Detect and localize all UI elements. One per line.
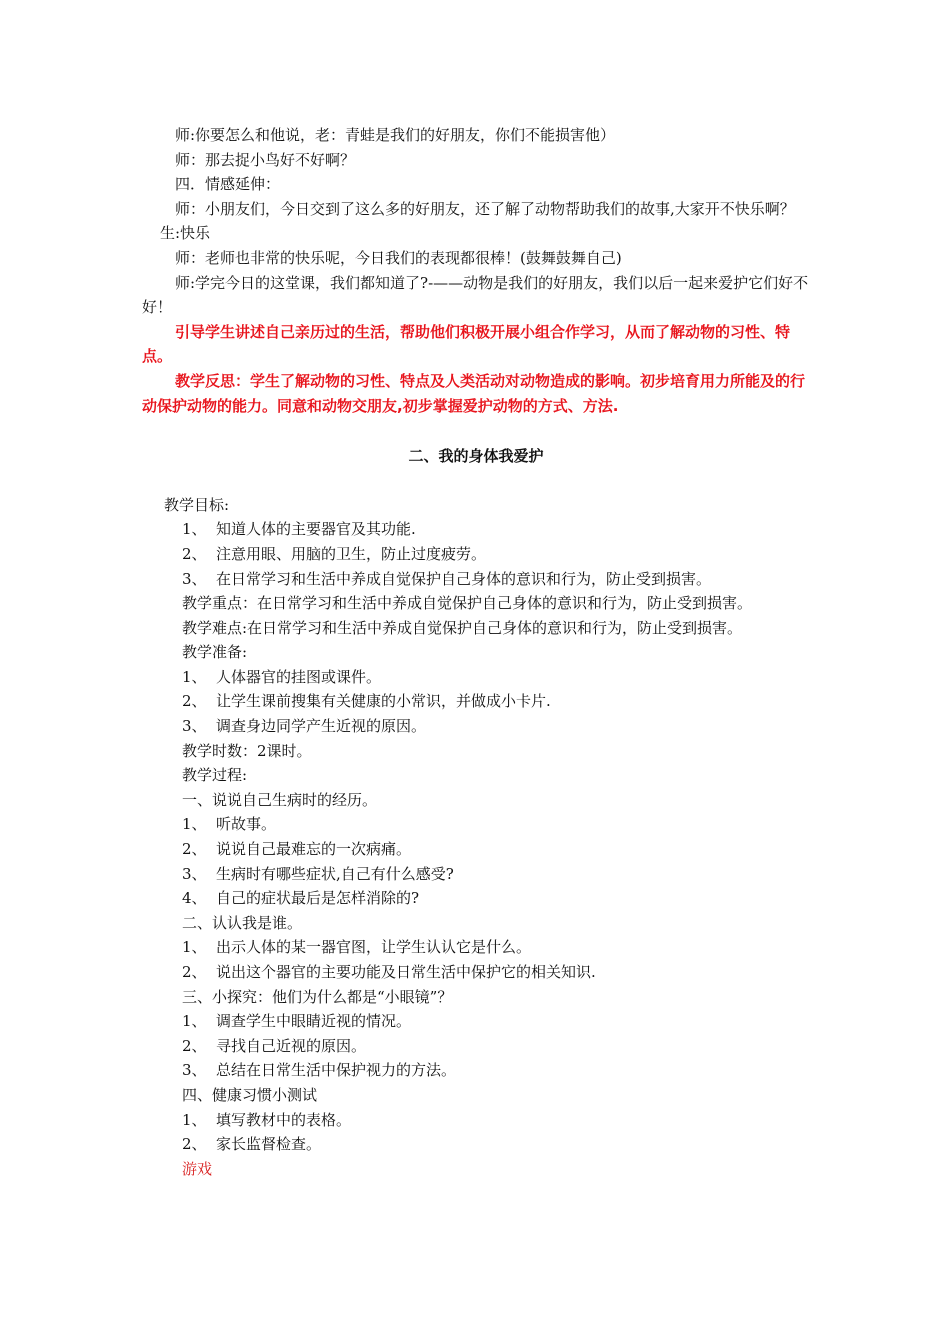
step-title: 四、健康习惯小测试 (182, 1085, 318, 1104)
list-item: 3、 调查身边同学产生近视的原因。 (182, 717, 427, 736)
list-item: 4、 自己的症状最后是怎样消除的? (182, 889, 420, 908)
teaching-hours: 教学时数：2课时。 (182, 741, 312, 760)
red-note: 引导学生讲述自己亲历过的生活，帮助他们积极开展小组合作学习，从而了解动物的习性、特点。 (142, 322, 791, 366)
list-item: 2、 让学生课前搜集有关健康的小常识，并做成小卡片. (182, 692, 551, 711)
game-label: 游戏 (182, 1159, 213, 1178)
list-item: 1、 出示人体的某一器官图，让学生认认它是什么。 (182, 938, 532, 957)
list-item: 2、 注意用眼、用脑的卫生，防止过度疲劳。 (182, 544, 487, 563)
paragraph: 四．情感延伸： (175, 175, 281, 194)
list-item: 2、 寻找自己近视的原因。 (182, 1036, 367, 1055)
key-point: 教学重点：在日常学习和生活中养成自觉保护自己身体的意识和行为，防止受到损害。 (182, 594, 753, 613)
list-item: 1、 人体器官的挂图或课件。 (182, 667, 382, 686)
list-item: 2、 说出这个器官的主要功能及日常生活中保护它的相关知识. (182, 963, 596, 981)
list-item: 2、 说说自己最难忘的一次病痛。 (182, 840, 412, 859)
prep-list (142, 665, 810, 739)
paragraph: 师:学完今日的这堂课，我们都知道了?-——动物是我们的好朋友，我们以后一起来爱护它们好不好！ (142, 273, 809, 317)
list-item: 1、 知道人体的主要器官及其功能. (182, 520, 416, 539)
list-item: 3、 生病时有哪些症状,自己有什么感受? (182, 864, 454, 883)
step-title: 二、认认我是谁。 (182, 913, 303, 932)
list-item: 2、 家长监督检查。 (182, 1135, 322, 1154)
paragraph: 生:快乐 (160, 224, 211, 243)
paragraph: 师：老师也非常的快乐呢，今日我们的表现都很棒！(鼓舞鼓舞自己) (175, 248, 622, 267)
list-item: 3、 总结在日常生活中保护视力的方法。 (182, 1061, 457, 1080)
prep-label: 教学准备: (182, 643, 248, 662)
process-label: 教学过程: (182, 766, 248, 785)
paragraph: 师:你要怎么和他说，老：青蛙是我们的好朋友，你们不能损害他） (175, 126, 616, 144)
teaching-reflection: 教学反思：学生了解动物的习性、特点及人类活动对动物造成的影响。初步培育用力所能及的行动保护动物的能力。同意和动物交朋友,初步掌握爱护动物的方式、方法. (142, 371, 806, 415)
list-item: 1、 听故事。 (182, 815, 277, 834)
paragraph: 师：那去捉小鸟好不好啊？ (175, 150, 356, 169)
goal-label: 教学目标: (164, 495, 230, 514)
list-item: 3、 在日常学习和生活中养成自觉保护自己身体的意识和行为，防止受到损害。 (182, 569, 712, 588)
document-content (142, 123, 810, 1181)
difficulty: 教学难点:在日常学习和生活中养成自觉保护自己身体的意识和行为，防止受到损害。 (182, 618, 743, 637)
list-item: 1、 调查学生中眼睛近视的情况。 (182, 1012, 412, 1031)
step-title: 三、小探究：他们为什么都是“小眼镜”？ (182, 987, 453, 1006)
step-title: 一、说说自己生病时的经历。 (182, 790, 378, 809)
paragraph: 师：小朋友们，今日交到了这么多的好朋友，还了解了动物帮助我们的故事,大家开不快乐啊？ (175, 199, 795, 218)
list-item: 1、 填写教材中的表格。 (182, 1110, 352, 1129)
goal-list (142, 517, 810, 591)
section-title: 二、我的身体我爱护 (408, 447, 544, 466)
